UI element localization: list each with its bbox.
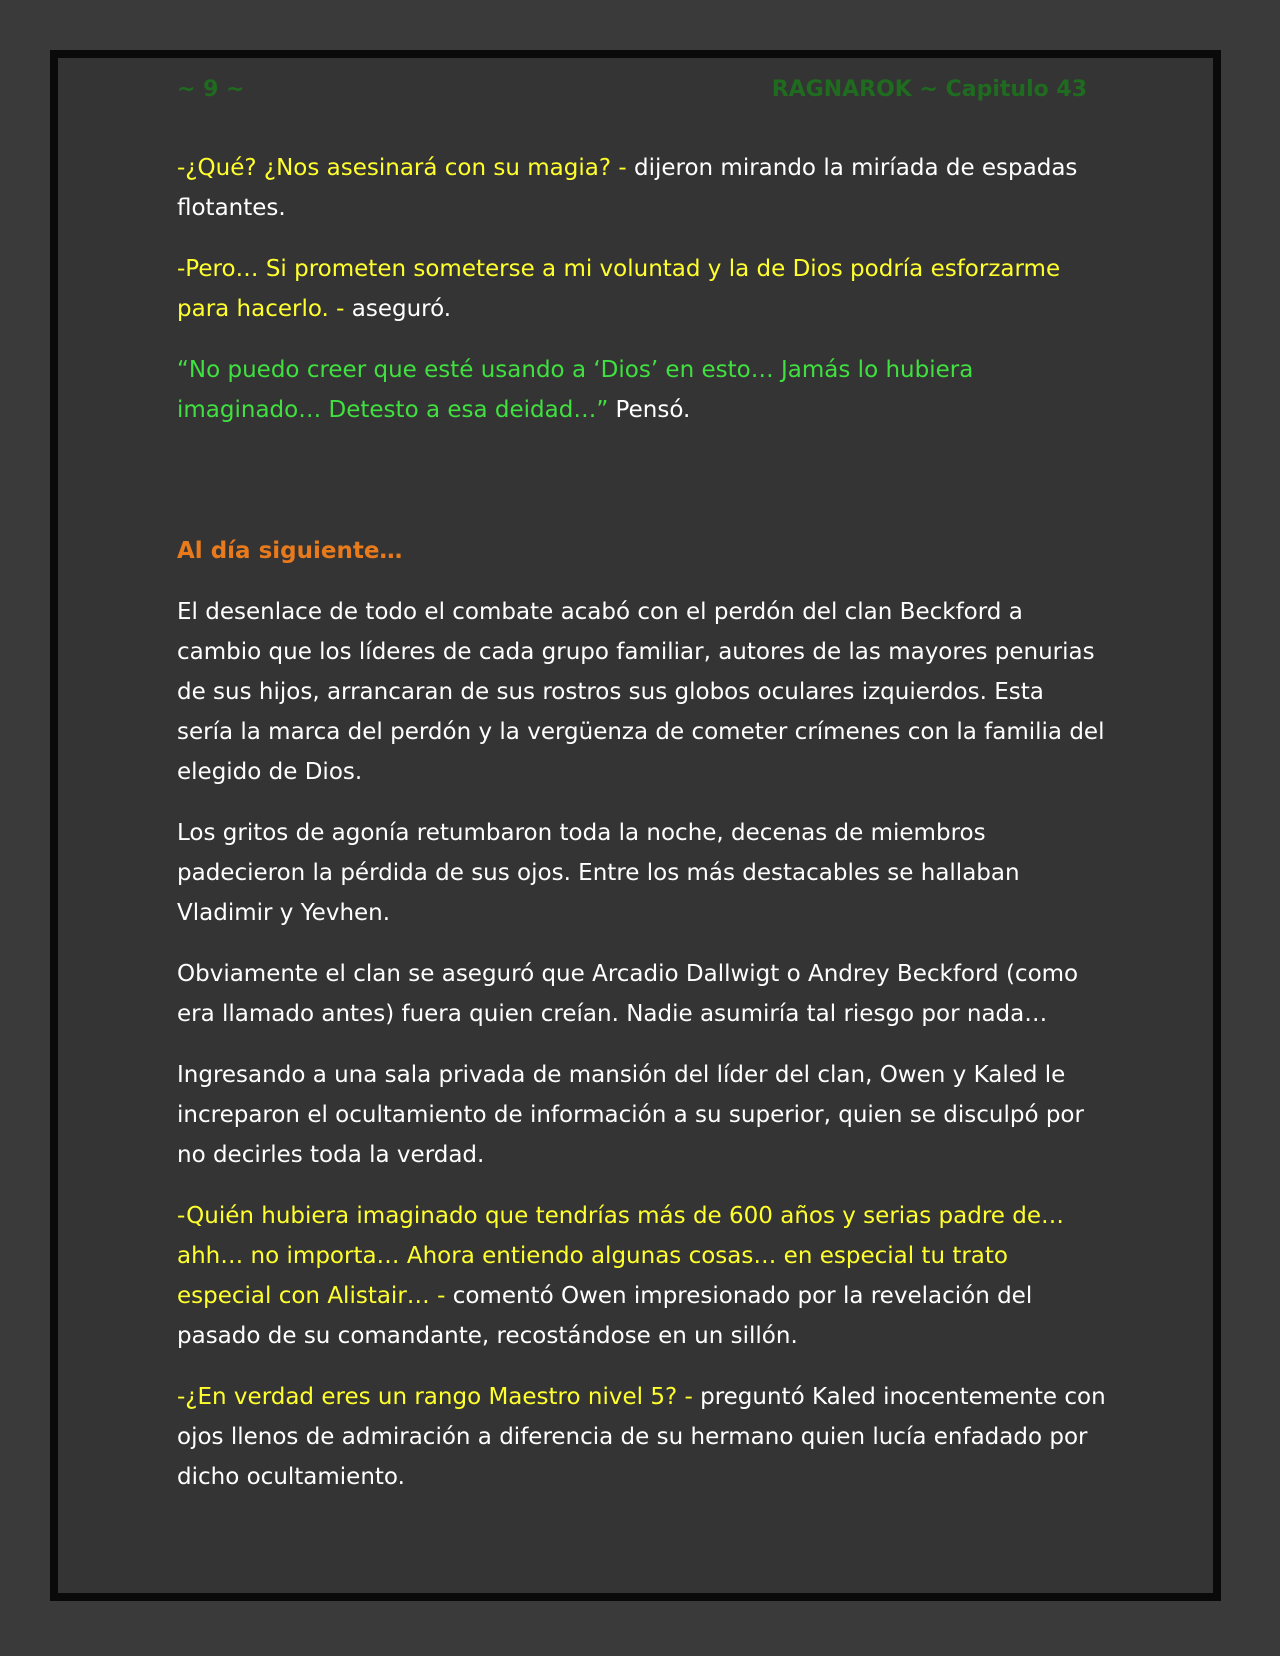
paragraph-2 — [177, 249, 1107, 329]
paragraph-6 — [177, 813, 1107, 933]
dialogue-text: -Quién hubiera imaginado que tendrías más de 600 años y serias padre de… ahh… no importa… Ahora entiendo algunas cosas… en especial tu trato especial con Alistair… - — [177, 1203, 1065, 1309]
narration-text: El desenlace de todo el combate acabó con el perdón del clan Beckford a cambio que los líderes de cada grupo familiar, autores de las mayores penurias de sus hijos, arrancaran de sus rostros sus globos oculares izquierdos. Esta sería la marca del perdón y la vergüenza de cometer crímenes con la familia del elegido de Dios. — [177, 599, 1105, 785]
narration-text: Obviamente el clan se aseguró que Arcadio Dallwigt o Andrey Beckford (como era llamado antes) fuera quien creían. Nadie asumiría tal riesgo por nada… — [177, 961, 1079, 1027]
paragraph-7 — [177, 954, 1107, 1034]
section-heading — [177, 531, 1107, 571]
paragraph-9 — [177, 1196, 1107, 1356]
page-number: ~ 9 ~ — [177, 77, 245, 102]
narration-text: aseguró. — [344, 296, 452, 322]
paragraph-8 — [177, 1055, 1107, 1175]
document-body — [177, 148, 1107, 1518]
paragraph-10 — [177, 1377, 1107, 1497]
narration-text: comentó Owen impresionado por la revelación del pasado de su comandante, recostándose en un sillón. — [177, 1283, 1033, 1349]
running-title: RAGNAROK ~ Capitulo 43 — [771, 77, 1087, 102]
section-spacer — [177, 451, 1107, 531]
dialogue-text: -¿En verdad eres un rango Maestro nivel 5? - — [177, 1384, 693, 1410]
narration-text: preguntó Kaled inocentemente con ojos llenos de admiración a diferencia de su hermano quien lucía enfadado por dicho ocultamiento. — [177, 1384, 1106, 1490]
dialogue-text: -¿Qué? ¿Nos asesinará con su magia? - — [177, 155, 627, 181]
paragraph-5 — [177, 592, 1107, 792]
narration-text: Ingresando a una sala privada de mansión del líder del clan, Owen y Kaled le increparon el ocultamiento de información a su superior, quien se disculpó por no decirles toda la verdad. — [177, 1062, 1084, 1168]
thought-text: “No puedo creer que esté usando a ‘Dios’ en esto… Jamás lo hubiera imaginado… Detesto a esa deidad…” — [177, 357, 974, 423]
dialogue-text: -Pero… Si prometen someterse a mi voluntad y la de Dios podría esforzarme para hacerlo. - — [177, 256, 1061, 322]
narration-text: Pensó. — [608, 397, 691, 423]
narration-text: dijeron mirando la miríada de espadas flotantes. — [177, 155, 1078, 221]
narration-text: Los gritos de agonía retumbaron toda la noche, decenas de miembros padecieron la pérdida de sus ojos. Entre los más destacables se hallaban Vladimir y Yevhen. — [177, 820, 1020, 926]
paragraph-1 — [177, 148, 1107, 228]
heading-text: Al día siguiente… — [177, 538, 403, 564]
page-header — [177, 77, 1087, 107]
paragraph-3 — [177, 350, 1107, 430]
